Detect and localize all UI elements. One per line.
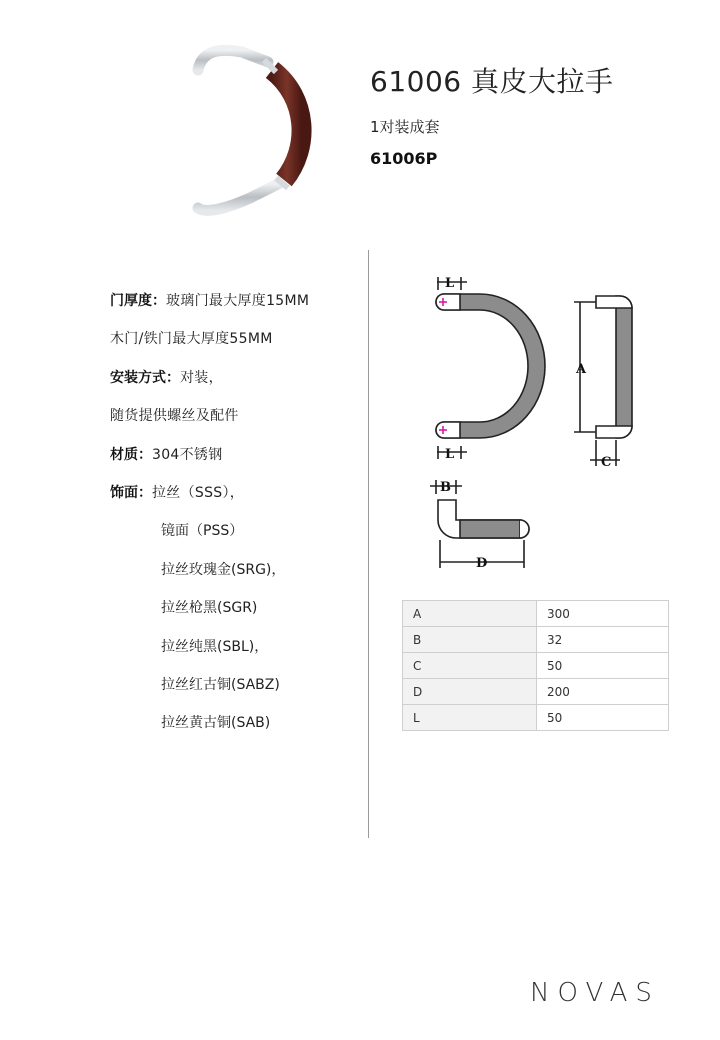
spec-value: 304不锈钢 xyxy=(152,446,223,463)
product-title: 61006 真皮大拉手 xyxy=(370,65,614,98)
dimension-diagram xyxy=(420,268,650,573)
product-subtitle: 1对装成套 xyxy=(370,118,440,136)
spec-accessories xyxy=(110,399,360,437)
label-L-bottom: L xyxy=(445,447,455,462)
spec-material xyxy=(110,438,360,476)
spec-door-thickness-2 xyxy=(110,322,360,360)
dimension-table xyxy=(402,600,669,731)
dim-value: 50 xyxy=(537,653,669,679)
label-D: D xyxy=(476,556,488,571)
spec-door-thickness xyxy=(110,284,360,322)
finish-item: 拉丝黄古铜(SAB) xyxy=(161,715,271,732)
label-C: C xyxy=(601,455,612,470)
table-row xyxy=(403,679,669,705)
finish-item: 镜面（PSS） xyxy=(161,523,244,540)
product-photo xyxy=(180,38,320,223)
finish-item: 拉丝红古铜(SABZ) xyxy=(161,676,280,693)
brand-logo: NOVAS xyxy=(530,978,660,1008)
dim-value: 32 xyxy=(537,627,669,653)
table-row xyxy=(403,653,669,679)
dim-key: A xyxy=(403,601,537,627)
dim-value: 300 xyxy=(537,601,669,627)
label-L-top: L xyxy=(445,276,455,291)
dim-key: C xyxy=(403,653,537,679)
label-A: A xyxy=(576,362,587,377)
dim-key: L xyxy=(403,705,537,731)
spec-list xyxy=(110,284,360,745)
finish-item: 拉丝纯黑(SBL)， xyxy=(161,638,269,655)
spec-value: 随货提供螺丝及配件 xyxy=(110,408,239,425)
finish-item: 拉丝玫瑰金(SRG)， xyxy=(161,561,286,578)
spec-value: 玻璃门最大厚度15MM xyxy=(166,293,310,309)
dim-value: 50 xyxy=(537,705,669,731)
spec-value: 木门/铁门最大厚度55MM xyxy=(110,331,273,348)
spec-label: 材质： xyxy=(110,446,152,463)
table-row xyxy=(403,601,669,627)
dim-key: D xyxy=(403,679,537,705)
spec-label: 饰面： xyxy=(110,484,152,501)
dim-value: 200 xyxy=(537,679,669,705)
spec-value: 对装， xyxy=(180,369,223,386)
label-B: B xyxy=(440,480,451,495)
table-row xyxy=(403,627,669,653)
finish-item: 拉丝枪黑(SGR) xyxy=(161,600,258,617)
spec-value: 拉丝（SSS）， xyxy=(152,484,245,501)
front-view-shape xyxy=(436,294,545,438)
dim-key: B xyxy=(403,627,537,653)
spec-finish xyxy=(110,476,360,514)
model-number: 61006P xyxy=(370,149,438,168)
vertical-divider xyxy=(368,250,369,838)
spec-label: 门厚度： xyxy=(110,293,166,309)
spec-label: 安装方式： xyxy=(110,369,180,386)
spec-installation xyxy=(110,361,360,399)
table-row xyxy=(403,705,669,731)
side-view-shape xyxy=(616,296,632,438)
